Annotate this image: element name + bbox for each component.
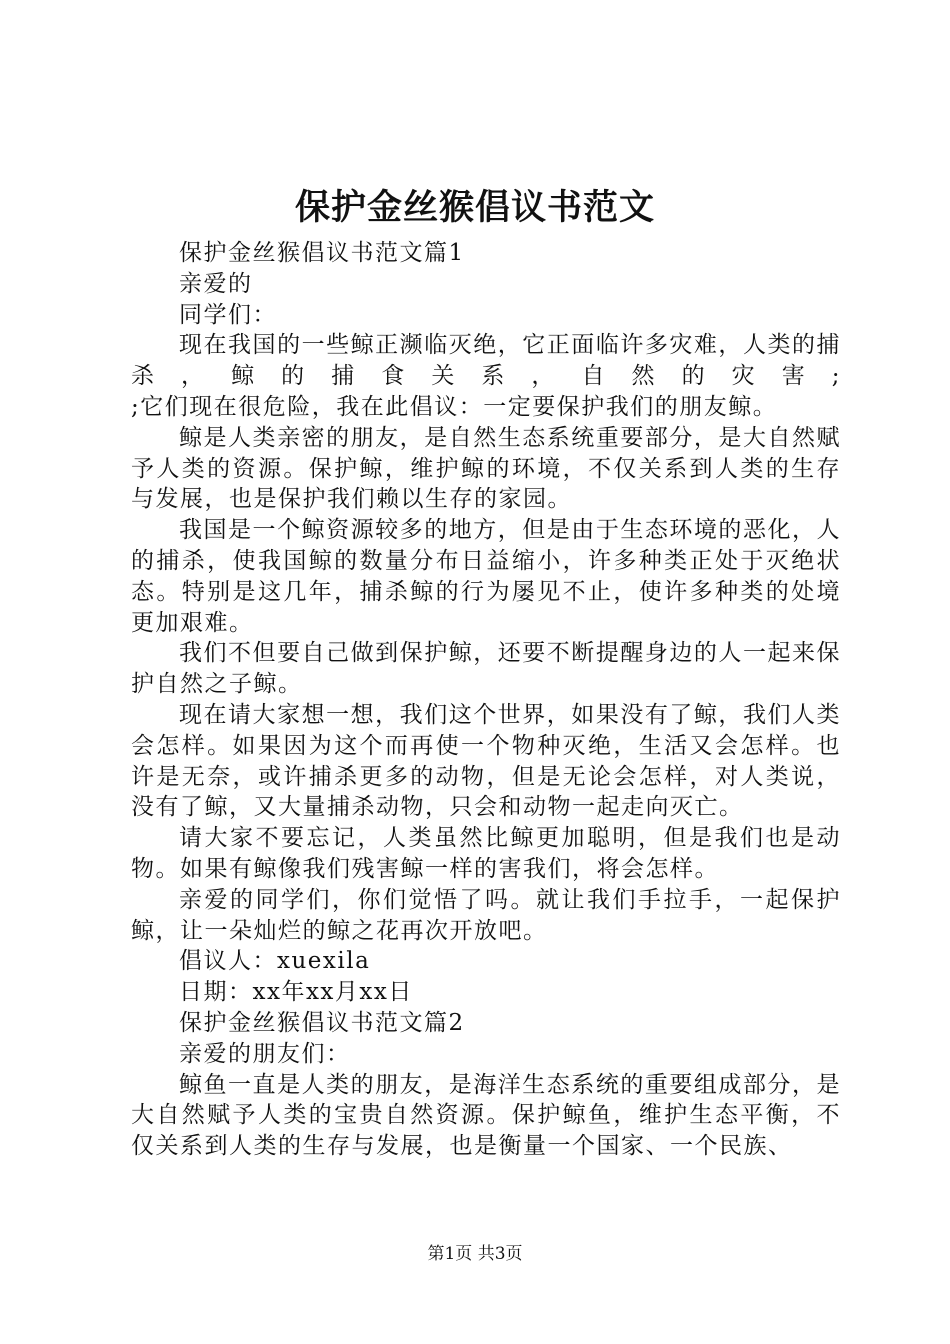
paragraph: 鲸鱼一直是人类的朋友，是海洋生态系统的重要组成部分，是大自然赋予人类的宝贵自然资源。保护鲸鱼，维护生态平衡，不仅关系到人类的生存与发展，也是衡量一个国家、一个民族、	[131, 1071, 841, 1160]
paragraph: 现在请大家想一想，我们这个世界，如果没有了鲸，我们人类会怎样。如果因为这个而再使一个物种灭绝，生活又会怎样。也许是无奈，或许捕杀更多的动物，但是无论会怎样，对人类说，没有了鲸，又大量捕杀动物，只会和动物一起走向灭亡。	[131, 701, 841, 821]
trailing-semicolon: ;	[831, 363, 841, 390]
paragraph	[131, 330, 841, 392]
section-heading-1: 保护金丝猴倡议书范文篇1	[179, 240, 465, 266]
date-line: 日期：xx年xx月xx日	[179, 979, 413, 1006]
salutation: 亲爱的	[179, 270, 253, 297]
paragraph: 我国是一个鲸资源较多的地方，但是由于生态环境的恶化，人的捕杀，使我国鲸的数量分布日益缩小，许多种类正处于灭绝状态。特别是这几年，捕杀鲸的行为屡见不止，使许多种类的处境更加艰难。	[131, 517, 841, 636]
section-heading-2: 保护金丝猴倡议书范文篇2	[179, 1009, 465, 1036]
page-footer: 第1页 共3页	[427, 1244, 523, 1264]
paragraph: 请大家不要忘记，人类虽然比鲸更加聪明，但是我们也是动物。如果有鲸像我们残害鲸一样的害我们，将会怎样。	[131, 825, 841, 882]
salutation: 亲爱的朋友们：	[179, 1040, 351, 1067]
paragraph: 亲爱的同学们，你们觉悟了吗。就让我们手拉手，一起保护鲸，让一朵灿烂的鲸之花再次开放吧。	[131, 886, 841, 944]
salutation-continued: 同学们：	[179, 301, 277, 328]
paragraph-text: 现在我国的一些鲸正濒临灭绝，它正面临许多灾难，人类的捕杀，鲸的捕食关系，自然的灾害	[131, 332, 841, 390]
paragraph: 鲸是人类亲密的朋友，是自然生态系统重要部分，是大自然赋予人类的资源。保护鲸，维护鲸的环境，不仅关系到人类的生存与发展，也是保护我们赖以生存的家园。	[131, 424, 841, 513]
document-title: 保护金丝猴倡议书范文	[294, 188, 655, 228]
signatory: 倡议人：xuexila	[179, 948, 371, 975]
paragraph: 我们不但要自己做到保护鲸，还要不断提醒身边的人一起来保护自然之子鲸。	[131, 640, 841, 698]
document-body	[131, 238, 841, 1162]
paragraph: ;它们现在很危险，我在此倡议：一定要保护我们的朋友鲸。	[131, 393, 778, 420]
